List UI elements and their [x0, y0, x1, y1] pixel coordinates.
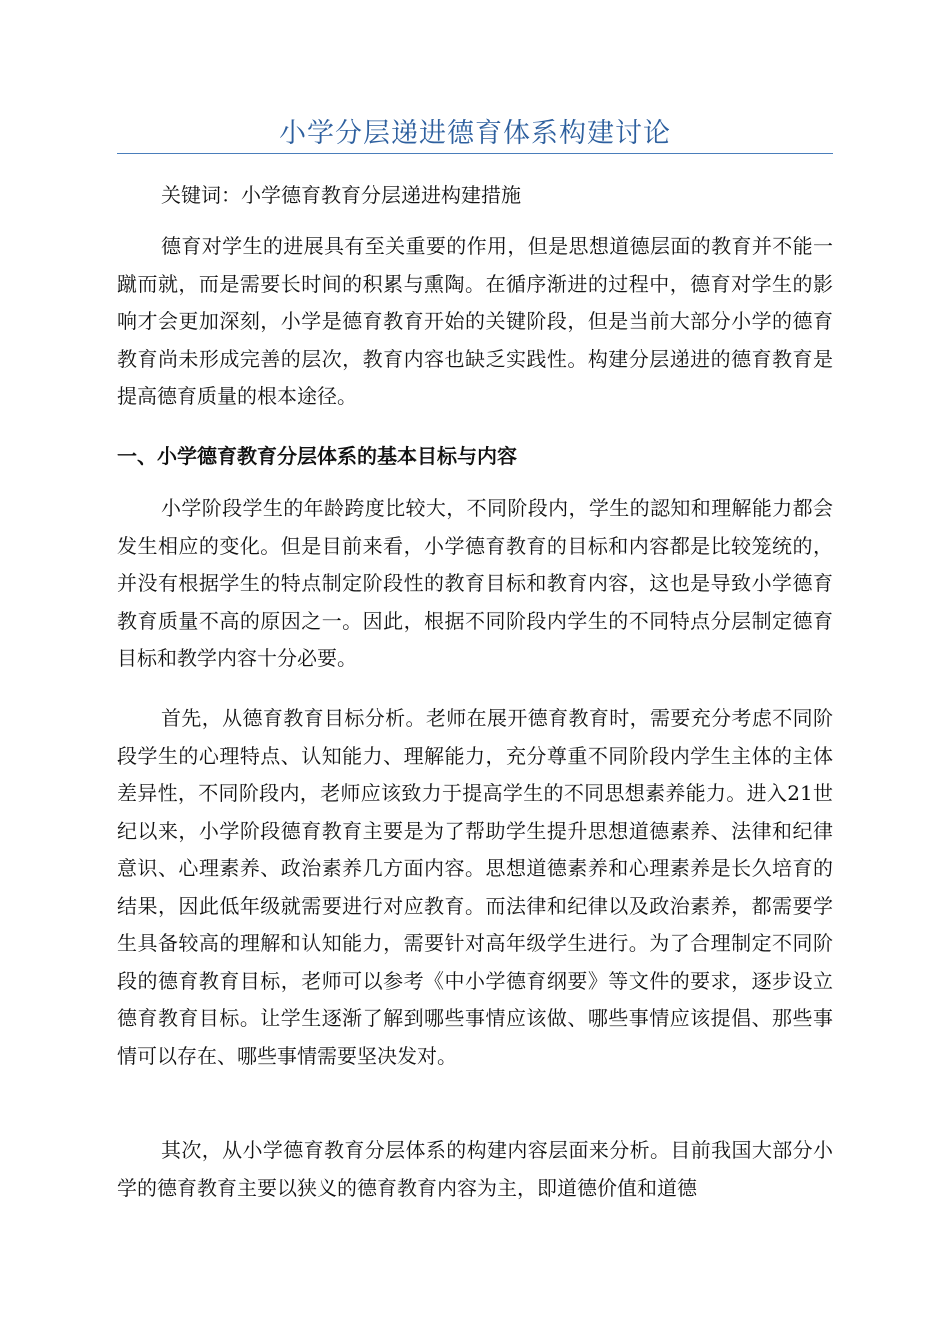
document-title: 小学分层递进德育体系构建讨论: [279, 118, 671, 149]
title-underline: [117, 153, 833, 154]
keywords-line: 关键词：小学德育教育分层递进构建措施: [161, 183, 521, 207]
paragraph-stage-differences: 小学阶段学生的年龄跨度比较大，不同阶段内，学生的認知和理解能力都会发生相应的变化。但是目前来看，小学德育教育的目标和内容都是比较笼统的，并没有根据学生的特点制定阶段性的教育目标和教育内容，这也是导致小学德育教育质量不高的原因之一。因此，根据不同阶段内学生的不同特点分层制定德育目标和教学内容十分必要。: [117, 496, 833, 670]
section-heading: 一、小学德育教育分层体系的基本目标与内容: [117, 444, 517, 468]
paragraph-intro: 德育对学生的进展具有至关重要的作用，但是思想道德层面的教育并不能一蹴而就，而是需要长时间的积累与熏陶。在循序渐进的过程中，德育对学生的影响才会更加深刻，小学是德育教育开始的关键阶段，但是当前大部分小学的德育教育尚未形成完善的层次，教育内容也缺乏实践性。构建分层递进的德育教育是提高德育质量的根本途径。: [117, 234, 833, 408]
paragraph-content: 其次，从小学德育教育分层体系的构建内容层面来分析。目前我国大部分小学的德育教育主要以狭义的德育教育内容为主，即道德价值和道德: [117, 1138, 833, 1200]
paragraph-goals: 首先，从德育教育目标分析。老师在展开德育教育时，需要充分考虑不同阶段学生的心理特点、认知能力、理解能力，充分尊重不同阶段内学生主体的主体差异性，不同阶段内，老师应该致力于提高学生的不同思想素养能力。进入21世纪以来，小学阶段德育教育主要是为了帮助学生提升思想道德素养、法律和纪律意识、心理素养、政治素养几方面内容。思想道德素养和心理素养是长久培育的结果，因此低年级就需要进行对应教育。而法律和纪律以及政治素养，都需要学生具备较高的理解和认知能力，需要针对高年级学生进行。为了合理制定不同阶段的德育教育目标，老师可以参考《中小学德育纲要》等文件的要求，逐步设立德育教育目标。让学生逐渐了解到哪些事情应该做、哪些事情应该提倡、那些事情可以存在、哪些事情需要坚决发对。: [117, 706, 833, 1068]
